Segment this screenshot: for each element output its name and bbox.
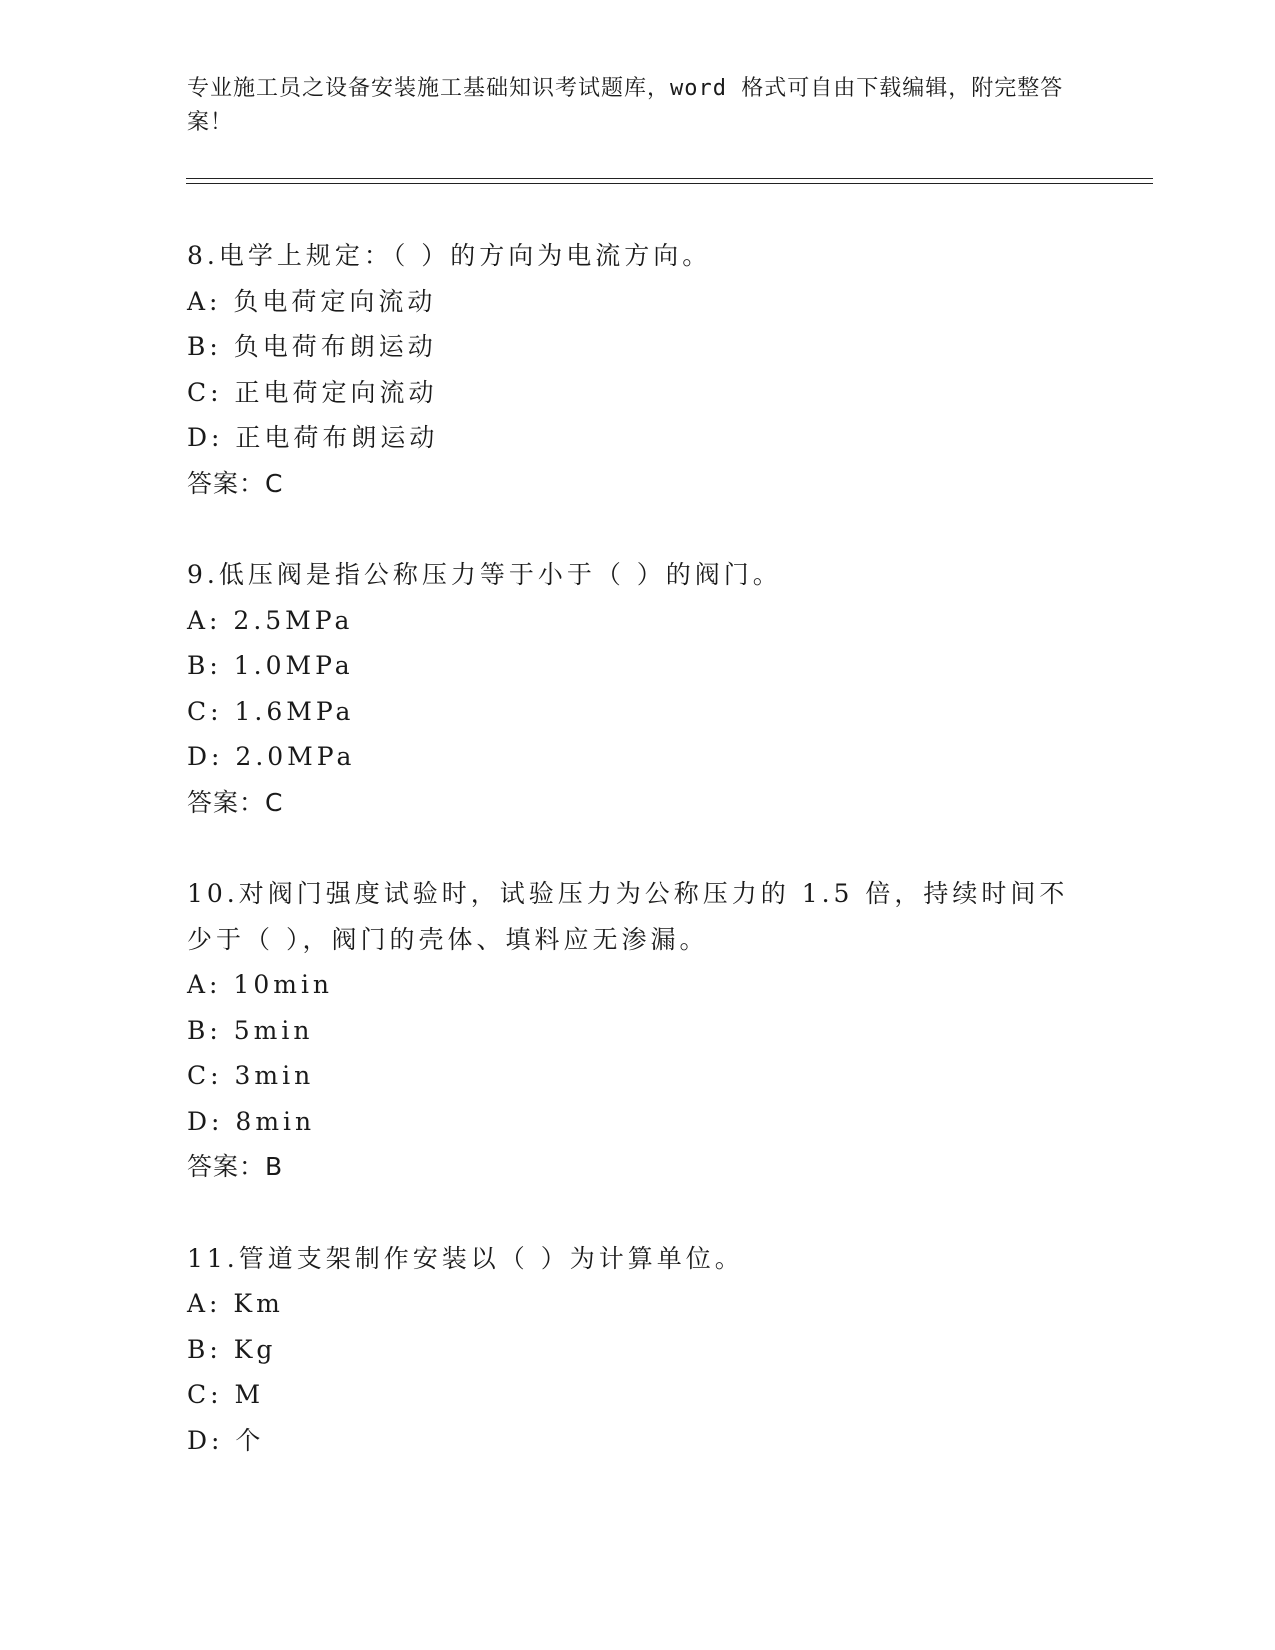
question-9 bbox=[187, 552, 1087, 825]
answer-text: 答案：C bbox=[187, 468, 284, 498]
option-a: A: 10min bbox=[187, 970, 334, 999]
question-stem: 8.电学上规定：（ ）的方向为电流方向。 bbox=[187, 241, 712, 270]
option-c: C: 3min bbox=[187, 1061, 315, 1090]
option-c: C: M bbox=[187, 1380, 265, 1409]
answer-text: 答案：C bbox=[187, 787, 284, 817]
question-stem: 10.对阀门强度试验时，试验压力为公称压力的 1.5 倍，持续时间不少于（ ），阀门的壳体、填料应无渗漏。 bbox=[187, 879, 1069, 954]
answer-text: 答案：B bbox=[187, 1152, 284, 1181]
document-header: 专业施工员之设备安装施工基础知识考试题库，word 格式可自由下载编辑，附完整答案！ bbox=[187, 76, 1064, 135]
header-divider-bottom bbox=[186, 183, 1153, 184]
question-10 bbox=[187, 871, 1087, 1190]
option-b: B: Kg bbox=[187, 1334, 277, 1364]
option-b: B: 1.0MPa bbox=[187, 651, 354, 680]
option-c: C: 1.6MPa bbox=[187, 696, 355, 726]
option-d: D: 个 bbox=[187, 1425, 265, 1455]
option-d: D: 8min bbox=[187, 1106, 316, 1136]
question-stem: 11.管道支架制作安装以（ ）为计算单位。 bbox=[187, 1243, 744, 1273]
question-8 bbox=[187, 233, 1087, 506]
option-a: A: Km bbox=[187, 1289, 284, 1318]
question-stem: 9.低压阀是指公称压力等于小于（ ）的阀门。 bbox=[187, 560, 782, 589]
option-b: B: 5min bbox=[187, 1015, 314, 1045]
question-11 bbox=[187, 1236, 1087, 1464]
option-d: D: 2.0MPa bbox=[187, 742, 356, 771]
option-a: A: 负电荷定向流动 bbox=[187, 286, 437, 316]
option-b: B: 负电荷布朗运动 bbox=[187, 332, 437, 361]
question-list bbox=[187, 233, 1087, 1509]
header-divider-top bbox=[186, 178, 1153, 179]
option-a: A: 2.5MPa bbox=[187, 605, 354, 635]
option-c: C: 正电荷定向流动 bbox=[187, 377, 438, 407]
option-d: D: 正电荷布朗运动 bbox=[187, 423, 439, 452]
